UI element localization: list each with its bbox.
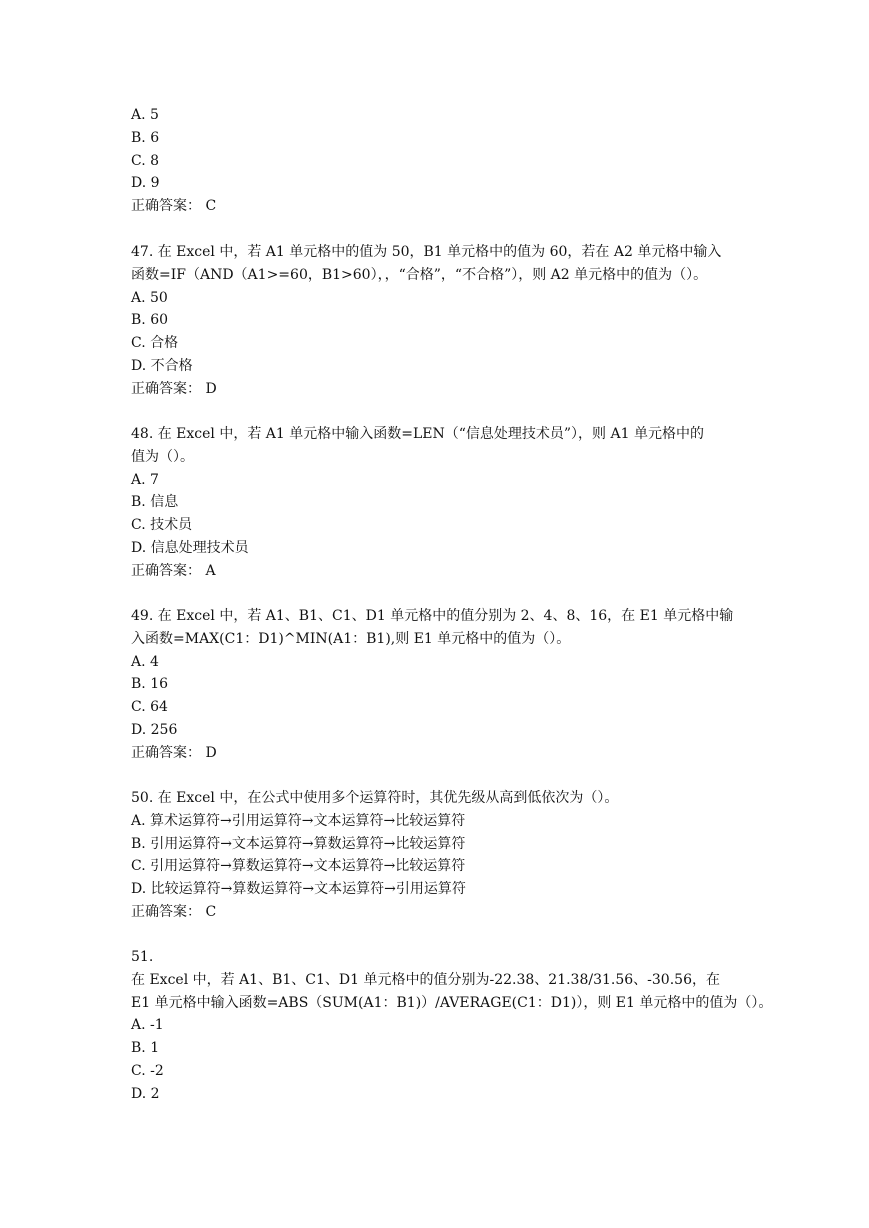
question-51 xyxy=(131,946,771,1106)
question-stem-line: 函数=IF（AND（A1>=60，B1>60），，“合格”，“不合格”），则 A2 单元格中的值为（）。 xyxy=(131,266,708,283)
question-number: 51. xyxy=(131,949,154,965)
question-stem-line: 48. 在 Excel 中，若 A1 单元格中输入函数=LEN（“信息处理技术员”），则 A1 单元格中的 xyxy=(131,426,704,442)
correct-answer: 正确答案： C xyxy=(131,198,217,215)
option-b: B. 60 xyxy=(131,312,169,329)
option-b: B. 1 xyxy=(131,1040,160,1057)
question-stem-line: 50. 在 Excel 中，在公式中使用多个运算符时，其优先级从高到低依次为（）。 xyxy=(131,790,619,806)
option-c: C. -2 xyxy=(131,1062,164,1079)
option-b: B. 6 xyxy=(131,129,160,146)
option-d: D. 256 xyxy=(131,721,178,738)
option-b: B. 信息 xyxy=(131,494,179,511)
question-stem-line: 值为（）。 xyxy=(131,448,194,465)
option-d: D. 比较运算符→算数运算符→文本运算符→引用运算符 xyxy=(131,881,466,898)
correct-answer: 正确答案： D xyxy=(131,744,217,761)
option-b: B. 16 xyxy=(131,676,169,693)
option-c: C. 引用运算符→算数运算符→文本运算符→比较运算符 xyxy=(131,858,466,875)
option-c: C. 合格 xyxy=(131,335,179,352)
question-stem-line: E1 单元格中输入函数=ABS（SUM(A1：B1)）/AVERAGE(C1：D1)），则 E1 单元格中的值为（）。 xyxy=(131,994,773,1011)
option-c: C. 技术员 xyxy=(131,517,193,534)
question-49 xyxy=(131,605,771,765)
correct-answer: 正确答案： C xyxy=(131,903,217,920)
option-a: A. 算术运算符→引用运算符→文本运算符→比较运算符 xyxy=(131,812,466,829)
question-47 xyxy=(131,241,771,401)
question-stem-line: 入函数=MAX(C1：D1)^MIN(A1：B1),则 E1 单元格中的值为（）。 xyxy=(131,630,571,647)
option-a: A. 5 xyxy=(131,107,159,123)
option-a: A. 7 xyxy=(131,471,159,488)
question-48 xyxy=(131,423,771,583)
option-d: D. 9 xyxy=(131,175,160,192)
option-b: B. 引用运算符→文本运算符→算数运算符→比较运算符 xyxy=(131,835,466,852)
question-stem-line: 47. 在 Excel 中，若 A1 单元格中的值为 50，B1 单元格中的值为 60，若在 A2 单元格中输入 xyxy=(131,244,722,260)
option-a: A. -1 xyxy=(131,1017,164,1034)
question-46-tail xyxy=(131,104,771,218)
option-a: A. 4 xyxy=(131,653,159,670)
option-d: D. 2 xyxy=(131,1085,160,1102)
option-c: C. 64 xyxy=(131,699,168,716)
option-d: D. 不合格 xyxy=(131,357,193,374)
question-stem-line: 49. 在 Excel 中，若 A1、B1、C1、D1 单元格中的值分别为 2、4、8、16，在 E1 单元格中输 xyxy=(131,608,734,624)
correct-answer: 正确答案： D xyxy=(131,380,217,397)
correct-answer: 正确答案： A xyxy=(131,562,216,579)
option-a: A. 50 xyxy=(131,289,168,306)
question-stem-line: 在 Excel 中，若 A1、B1、C1、D1 单元格中的值分别为-22.38、21.38/31.56、-30.56，在 xyxy=(131,971,720,988)
option-c: C. 8 xyxy=(131,152,160,169)
question-50 xyxy=(131,787,771,924)
option-d: D. 信息处理技术员 xyxy=(131,539,249,556)
